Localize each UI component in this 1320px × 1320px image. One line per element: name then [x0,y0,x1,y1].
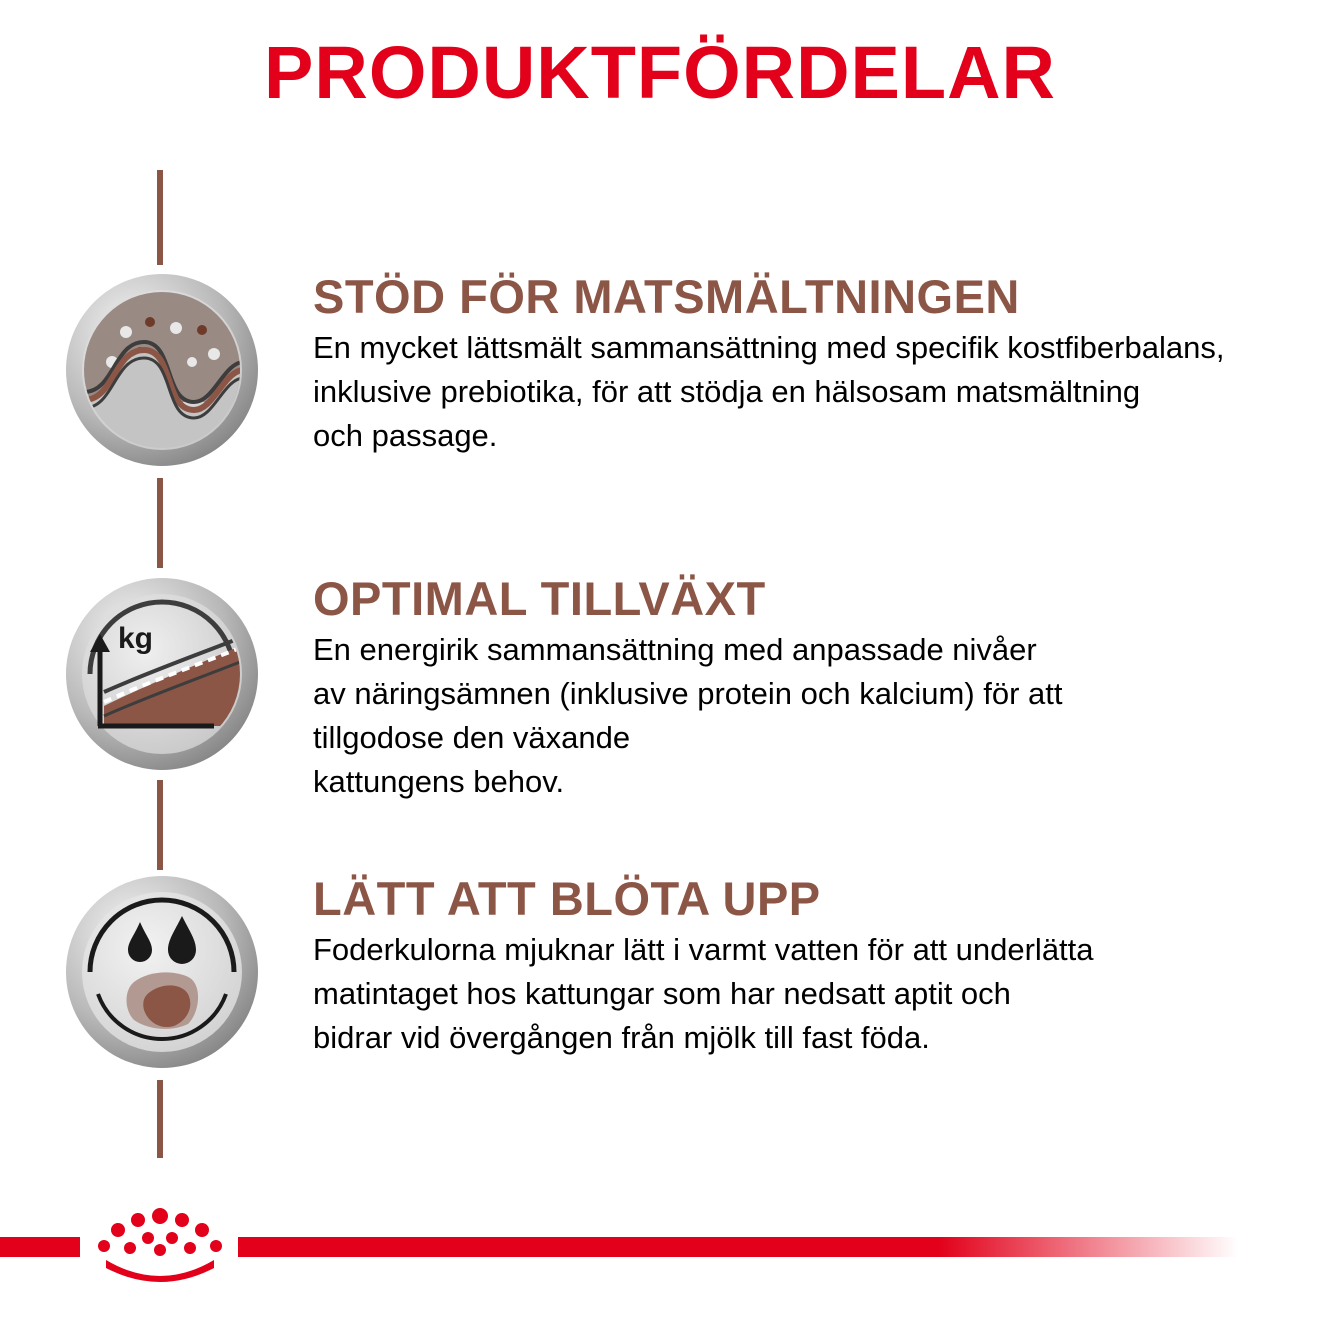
benefit-description [313,628,1303,804]
svg-text:kg: kg [118,622,154,655]
timeline-segment [157,478,163,568]
rehydration-icon [64,874,260,1070]
benefit-description-line: och passage. [313,418,498,453]
timeline-segment [157,780,163,870]
benefit-description-line: av näringsämnen (inklusive protein och kalcium) för att [313,676,1063,711]
footer-brand-bar [0,1237,80,1257]
benefit-description-line: tillgodose den växande [313,720,631,755]
royal-canin-crown-icon [92,1206,228,1282]
benefit-rehydration [313,870,1303,1060]
timeline-segment [157,1080,163,1158]
growth-kg-icon [64,576,260,772]
benefit-description-line: En mycket lättsmält sammansättning med specifik kostfiberbalans, [313,330,1225,365]
footer-brand-bar-fade [238,1237,1238,1257]
benefit-heading: STÖD FÖR MATSMÄLTNINGEN [313,270,1020,323]
timeline-segment [157,170,163,265]
benefit-description-line: bidrar vid övergången från mjölk till fast föda. [313,1020,930,1055]
benefit-description [313,928,1303,1060]
benefit-description-line: inklusive prebiotika, för att stödja en hälsosam matsmältning [313,374,1141,409]
benefit-digestion [313,268,1303,458]
benefit-description [313,326,1303,458]
digestion-icon [64,272,260,468]
benefit-description-line: matintaget hos kattungar som har nedsatt aptit och [313,976,1011,1011]
page-title: PRODUKTFÖRDELAR [264,31,1056,114]
benefit-description-line: Foderkulorna mjuknar lätt i varmt vatten för att underlätta [313,932,1094,967]
benefit-description-line: kattungens behov. [313,764,565,799]
benefit-heading: OPTIMAL TILLVÄXT [313,572,766,625]
benefit-description-line: En energirik sammansättning med anpassade nivåer [313,632,1037,667]
benefit-heading: LÄTT ATT BLÖTA UPP [313,872,821,925]
benefit-growth [313,570,1303,804]
